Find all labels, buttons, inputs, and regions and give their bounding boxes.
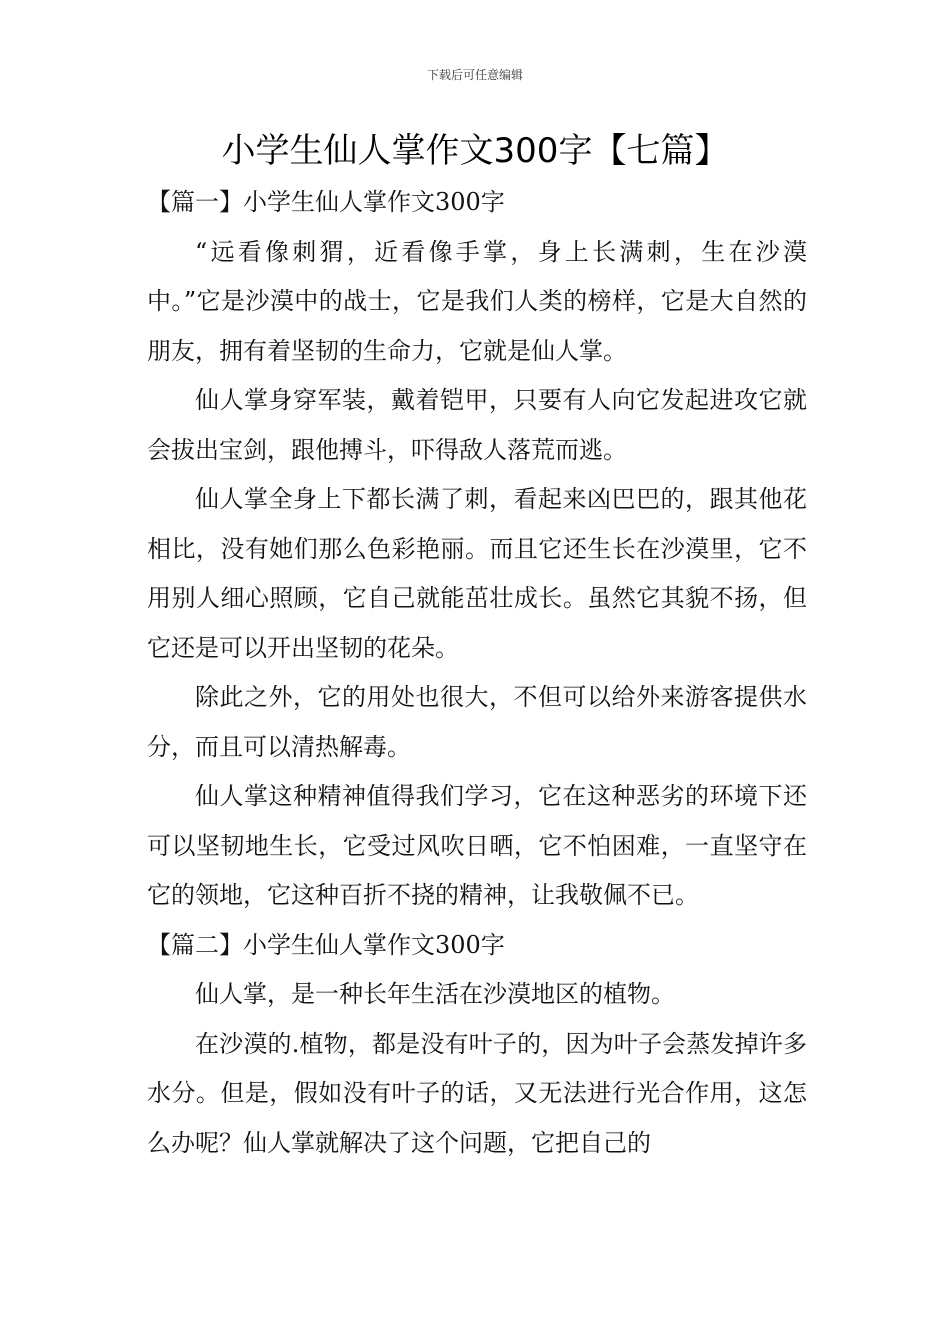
section-2	[147, 921, 807, 1169]
section-heading: 【篇二】小学生仙人掌作文300字	[147, 930, 505, 959]
paragraph: “远看像刺猬，近看像手掌，身上长满刺，生在沙漠中。”它是沙漠中的战士，它是我们人类的榜样，它是大自然的朋友，拥有着坚韧的生命力，它就是仙人掌。	[147, 237, 807, 365]
paragraph: 仙人掌，是一种长年生活在沙漠地区的植物。	[195, 980, 675, 1008]
paragraph: 仙人掌全身上下都长满了刺，看起来凶巴巴的，跟其他花相比，没有她们那么色彩艳丽。而且它还生长在沙漠里，它不用别人细心照顾，它自己就能茁壮成长。虽然它其貌不扬，但它还是可以开出坚韧的花朵。	[147, 485, 807, 662]
header-note: 下载后可任意编辑	[426, 68, 523, 82]
paragraph: 除此之外，它的用处也很大，不但可以给外来游客提供水分，而且可以清热解毒。	[147, 683, 807, 761]
paragraph: 仙人掌这种精神值得我们学习，它在这种恶劣的环境下还可以坚韧地生长，它受过风吹日晒，它不怕困难，一直坚守在它的领地，它这种百折不挠的精神，让我敬佩不已。	[147, 782, 807, 909]
section-1	[147, 178, 807, 921]
document-body	[147, 178, 807, 1168]
paragraph: 在沙漠的.植物，都是没有叶子的，因为叶子会蒸发掉许多水分。但是，假如没有叶子的话，又无法进行光合作用，这怎么办呢？仙人掌就解决了这个问题，它把自己的	[147, 1029, 807, 1157]
section-heading: 【篇一】小学生仙人掌作文300字	[147, 188, 505, 216]
paragraph: 仙人掌身穿军装，戴着铠甲，只要有人向它发起进攻它就会拔出宝剑，跟他搏斗，吓得敌人落荒而逃。	[147, 386, 807, 464]
document-title: 小学生仙人掌作文300字【七篇】	[221, 131, 729, 171]
